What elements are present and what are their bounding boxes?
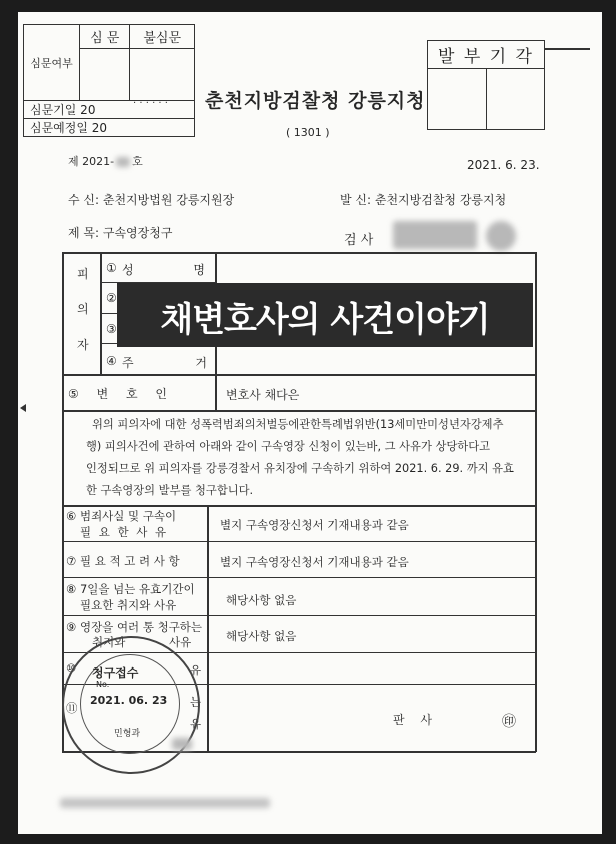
stamp-date: 2021. 06. 23 xyxy=(90,694,168,707)
row-8-label-2: 필요한 취지와 사유 xyxy=(80,598,177,612)
row-11-end: 는 xyxy=(190,695,202,709)
row-7-label: ⑦ 필 요 적 고 려 사 항 xyxy=(66,554,180,568)
lawyer-divider xyxy=(215,374,217,410)
suspect-label-3: 자 xyxy=(77,338,89,352)
prosecutor-name-redacted xyxy=(393,221,477,249)
row-7-value: 별지 구속영장신청서 기재내용과 같음 xyxy=(220,555,409,569)
office-title: 춘천지방검찰청 강릉지청 xyxy=(205,90,426,112)
row-11-label: ⑪ xyxy=(66,701,78,715)
row-10-label: ⑩ xyxy=(66,661,77,675)
issue-label: 발 부 기 각 xyxy=(428,41,545,69)
review-done-cell xyxy=(80,49,130,101)
row-9-value: 해당사항 없음 xyxy=(226,629,297,643)
row-6-label-1: ⑥ 범죄사실 및 구속이 xyxy=(66,509,177,523)
judge-label: 판 사 xyxy=(393,713,438,727)
review-done-label: 심 문 xyxy=(80,25,130,49)
prosecutor-seal-redacted xyxy=(486,221,516,251)
row-line xyxy=(62,541,536,542)
stamp-mark-redacted xyxy=(172,738,192,750)
row-6-value: 별지 구속영장신청서 기재내용과 같음 xyxy=(220,518,409,532)
row-6-label-2: 필 요 한 사 유 xyxy=(80,525,169,539)
lawyer-label: ⑤ 변 호 인 xyxy=(68,387,167,401)
doc-number: 제 2021- 호 xyxy=(68,155,143,168)
review-reserve-date: 심문예정일 20 xyxy=(24,119,195,137)
row-9-label-1: ⑨ 영장을 여러 통 청구하는 xyxy=(66,620,203,634)
body-line-3: 인정되므로 위 피의자를 강릉경찰서 유치장에 구속하기 위하여 2021. 6. 29. 까지 유효 xyxy=(86,462,514,475)
lawyer-name: 변호사 채다은 xyxy=(226,388,300,402)
review-date: 심문기일 20 xyxy=(24,101,195,119)
grid-right xyxy=(535,252,537,752)
review-none-label: 불심문 xyxy=(130,25,195,49)
body-line-4: 한 구속영장의 발부를 청구합니다. xyxy=(86,484,254,497)
recipient: 수 신: 춘천지방법원 강릉지원장 xyxy=(68,193,235,207)
section-line xyxy=(62,505,536,507)
review-box xyxy=(23,24,195,137)
doc-date: 2021. 6. 23. xyxy=(467,158,540,172)
punch-marker-icon xyxy=(20,404,26,412)
section-line xyxy=(62,410,536,412)
field-4-num: ④ xyxy=(106,354,117,368)
row-9-label-2: 취지와 사유 xyxy=(92,635,192,649)
prosecutor-label: 검 사 xyxy=(344,233,374,248)
office-code: ( 1301 ) xyxy=(286,126,330,139)
dash-line xyxy=(545,48,590,50)
row-line xyxy=(62,577,536,578)
issue-box xyxy=(427,40,545,130)
review-none-cell xyxy=(130,49,195,101)
field-1-num: ① xyxy=(106,261,117,275)
stamp-name: 민형과 xyxy=(114,729,141,739)
footer-redacted xyxy=(60,798,270,808)
row-8-value: 해당사항 없음 xyxy=(226,593,297,607)
receipt-stamp xyxy=(62,636,200,774)
stamp-no: No. xyxy=(96,680,110,689)
row-10-end: 유 xyxy=(190,663,202,677)
stamp-title: 청구접수 xyxy=(92,666,139,680)
row-8-label-1: ⑧ 7일을 넘는 유효기간이 xyxy=(66,582,195,596)
suspect-label-2: 의 xyxy=(77,302,89,316)
subject: 제 목: 구속영장청구 xyxy=(68,226,173,240)
row-11-end-2: 유 xyxy=(190,717,202,731)
judge-seal: ㊞ xyxy=(502,714,516,730)
grid-left xyxy=(62,252,64,752)
sender: 발 신: 춘천지방검찰청 강릉지청 xyxy=(340,193,507,207)
body-line-1: 위의 피의자에 대한 성폭력범죄의처벌등에관한특례법위반(13세미만미성년자강제추 xyxy=(92,418,504,431)
body-line-2: 행) 피의사건에 관하여 아래와 같이 구속영장 신청이 있는바, 그 사유가 상당하다고 xyxy=(86,440,491,453)
issue-cell xyxy=(428,69,487,130)
title-banner xyxy=(117,283,533,347)
banner-text: 채변호사의 사건이야기 xyxy=(160,300,490,340)
section-line xyxy=(62,374,536,376)
field-4-label: 주 거 xyxy=(122,356,207,370)
field-2-num: ② xyxy=(106,291,117,305)
grid-top xyxy=(62,252,536,254)
row-line xyxy=(62,615,536,616)
field-3-num: ③ xyxy=(106,322,117,336)
reject-cell xyxy=(486,69,545,130)
review-row-label: 심문여부 xyxy=(24,25,80,101)
field-1-label: 성 명 xyxy=(122,263,205,277)
suspect-label-1: 피 xyxy=(77,267,89,281)
dot-marks: · · · · · · xyxy=(133,98,168,109)
